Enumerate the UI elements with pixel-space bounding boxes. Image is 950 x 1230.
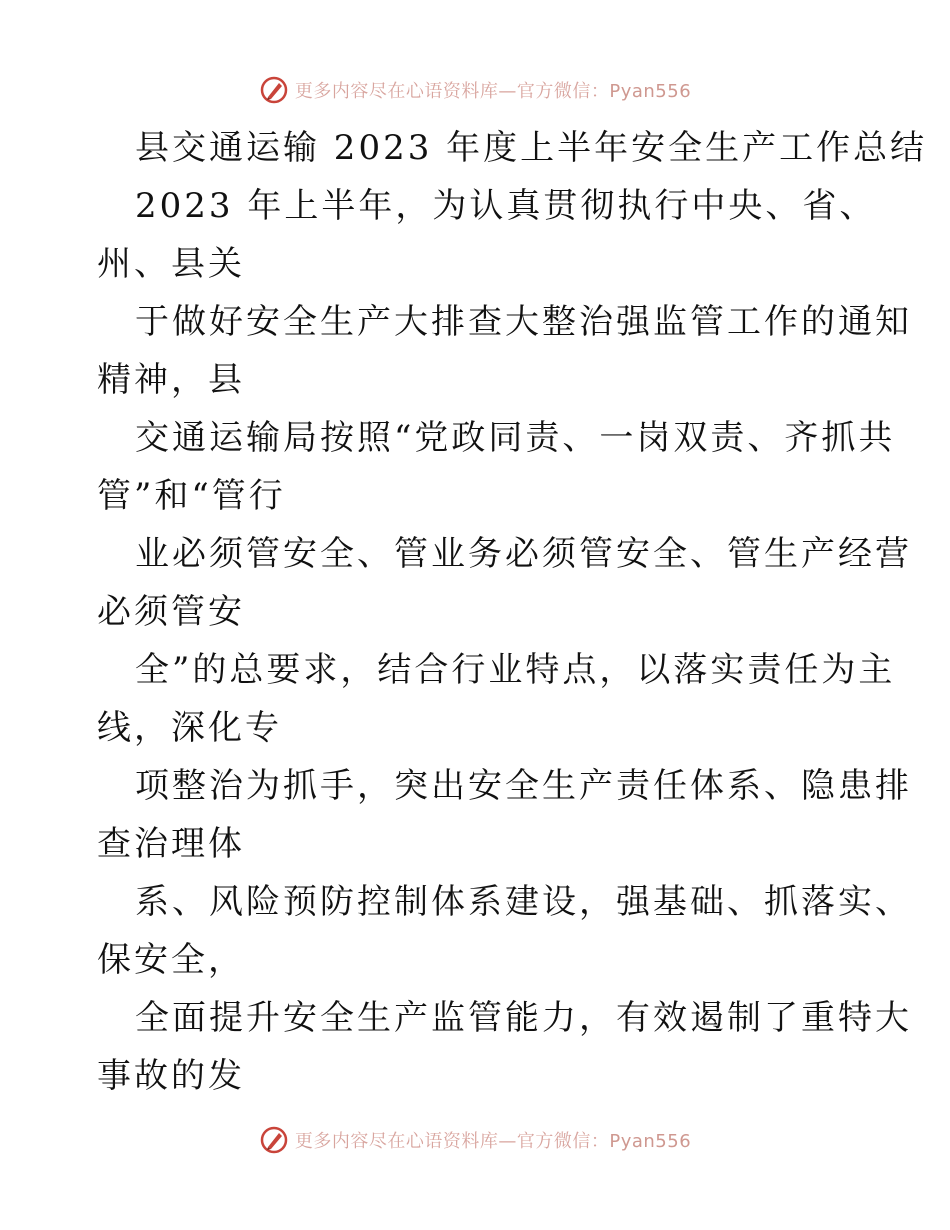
paragraph-line: 保安全， [97, 940, 245, 980]
watermark-text: 更多内容尽在心语资料库—官方微信：Pyan556 [294, 1131, 692, 1152]
document-title: 县交通运输 2023 年度上半年安全生产工作总结 [135, 128, 928, 168]
header-watermark [0, 72, 950, 108]
paragraph-line: 事故的发 [97, 1056, 245, 1096]
paragraph-line: 管”和“管行 [97, 476, 286, 516]
paragraph-line: 查治理体 [97, 824, 245, 864]
pen-logo-icon [259, 75, 289, 105]
paragraph-line: 系、风险预防控制体系建设，强基础、抓落实、 [135, 882, 912, 922]
paragraph-line: 线，深化专 [97, 708, 282, 748]
footer-watermark [0, 1122, 950, 1158]
paragraph-line: 项整治为抓手，突出安全生产责任体系、隐患排 [135, 766, 912, 806]
paragraph-line: 于做好安全生产大排查大整治强监管工作的通知 [135, 302, 912, 342]
paragraph-line: 全面提升安全生产监管能力，有效遏制了重特大 [135, 998, 912, 1038]
paragraph-line: 交通运输局按照“党政同责、一岗双责、齐抓共 [135, 418, 896, 458]
paragraph-line: 2023 年上半年，为认真贯彻执行中央、省、 [135, 186, 877, 226]
paragraph-line: 精神，县 [97, 360, 245, 400]
paragraph-line: 业必须管安全、管业务必须管安全、管生产经营 [135, 534, 912, 574]
paragraph-line: 全”的总要求，结合行业特点，以落实责任为主 [135, 650, 896, 690]
paragraph-line: 州、县关 [97, 244, 245, 284]
pen-logo-icon [259, 1125, 289, 1155]
watermark-text: 更多内容尽在心语资料库—官方微信：Pyan556 [294, 81, 692, 102]
paragraph-line: 必须管安 [97, 592, 245, 632]
